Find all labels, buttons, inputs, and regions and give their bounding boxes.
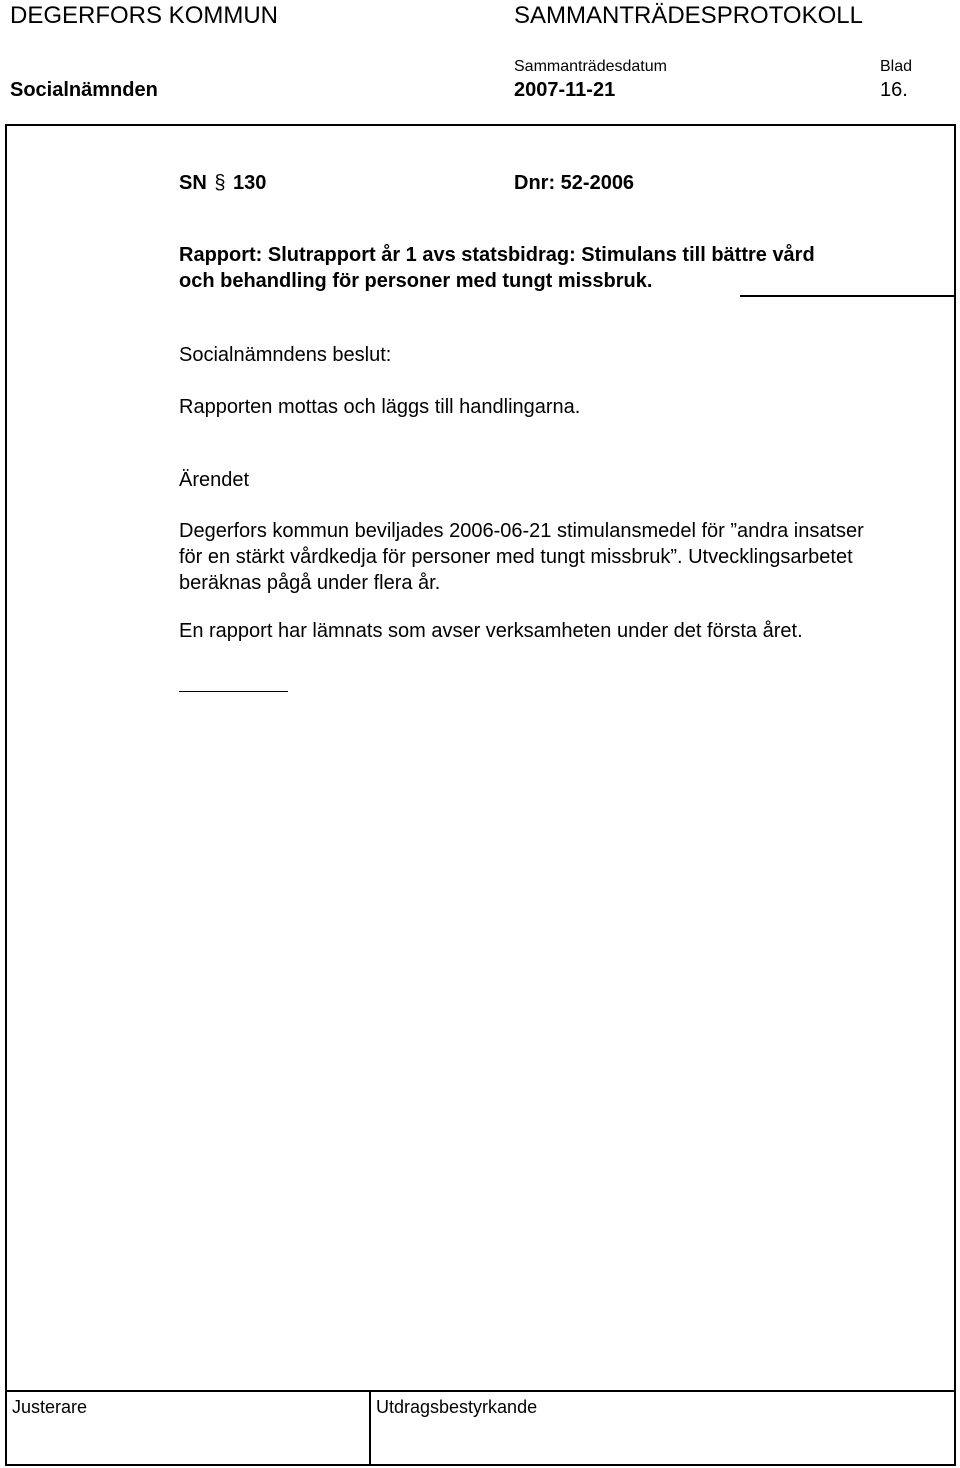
decision-text: Rapporten mottas och läggs till handlingarna. — [179, 396, 581, 418]
section-symbol: § — [214, 172, 226, 194]
report-text: En rapport har lämnats som avser verksamheten under det första året. — [179, 620, 803, 642]
signature-rule — [179, 691, 288, 692]
decision-heading: Socialnämndens beslut: — [179, 344, 392, 366]
utdragsbestyrkande-label: Utdragsbestyrkande — [376, 1397, 538, 1417]
matter-paragraph-line-2: för en stärkt vårdkedja för personer med tungt missbruk”. Utvecklingsarbetet — [179, 546, 853, 568]
page-label: Blad — [880, 58, 913, 75]
matter-paragraph-line-3: beräknas pågå under flera år. — [179, 572, 441, 594]
justerare-label: Justerare — [12, 1397, 88, 1417]
matter-heading: Ärendet — [179, 469, 250, 491]
sn-number: 130 — [233, 172, 267, 194]
dnr: Dnr: 52-2006 — [514, 172, 635, 194]
footer-rule — [5, 1390, 956, 1392]
footer-divider — [369, 1390, 371, 1466]
document-type: SAMMANTRÄDESPROTOKOLL — [514, 2, 863, 29]
page-number: 16. — [880, 79, 908, 101]
matter-paragraph-line-1: Degerfors kommun beviljades 2006-06-21 stimulansmedel för ”andra insatser — [179, 520, 864, 542]
case-title-line-1: Rapport: Slutrapport år 1 avs statsbidrag: Stimulans till bättre vård — [179, 244, 815, 266]
sn-label: SN — [179, 172, 207, 194]
date-label: Sammanträdesdatum — [514, 58, 667, 75]
board-name: Socialnämnden — [10, 79, 158, 101]
document-frame — [5, 124, 956, 1465]
case-title-line-2: och behandling för personer med tungt missbruk. — [179, 270, 653, 292]
title-rule — [740, 295, 956, 297]
organization-name: DEGERFORS KOMMUN — [10, 2, 279, 29]
frame-bottom-border — [5, 1464, 956, 1466]
meeting-date: 2007-11-21 — [514, 79, 616, 101]
case-number — [179, 170, 266, 196]
